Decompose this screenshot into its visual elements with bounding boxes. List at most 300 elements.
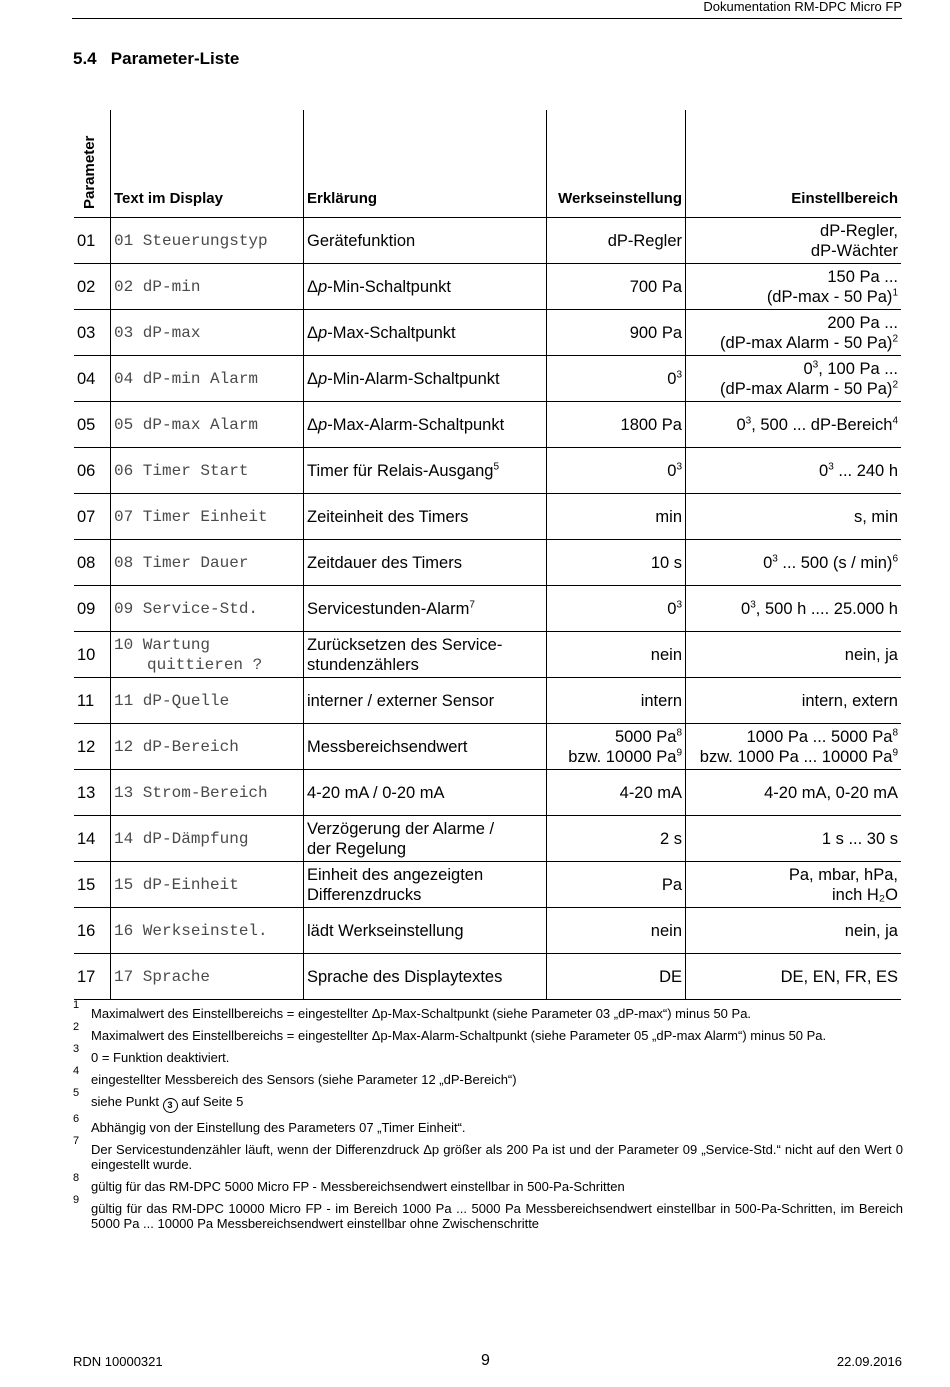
parameter-number: 10 xyxy=(74,632,111,678)
setting-range-line xyxy=(689,885,898,905)
explanation-text: Zeitdauer des Timers xyxy=(307,553,462,572)
footnote-ref: 6 xyxy=(892,553,898,564)
footnote-text xyxy=(91,1094,903,1113)
display-text-line: 04 dP-min Alarm xyxy=(114,369,259,388)
display-text xyxy=(111,862,304,908)
factory-setting-line xyxy=(550,277,682,297)
explanation xyxy=(304,632,547,678)
display-text-line: 17 Sprache xyxy=(114,967,211,986)
explanation-line xyxy=(307,635,543,655)
footnotes xyxy=(73,999,903,1238)
footnote xyxy=(73,1113,903,1135)
footnote-number: 9 xyxy=(73,1194,80,1206)
footnote xyxy=(73,1135,903,1172)
delta-p-symbol: Δp xyxy=(307,415,328,434)
footnote-ref: 2 xyxy=(892,333,898,344)
factory-setting xyxy=(547,218,686,264)
document-number: RDN 10000321 xyxy=(73,1354,163,1369)
display-text-line: 15 dP-Einheit xyxy=(114,875,239,894)
explanation-line: stundenzählers xyxy=(307,655,419,674)
factory-setting-line xyxy=(550,691,682,711)
column-header-setting-range: Einstellbereich xyxy=(686,110,902,218)
explanation-text: Servicestunden-Alarm xyxy=(307,599,470,618)
column-header-factory-setting: Werkseinstellung xyxy=(547,110,686,218)
explanation xyxy=(304,540,547,586)
setting-range-line xyxy=(689,921,898,941)
display-text-line: 07 Timer Einheit xyxy=(114,507,268,526)
setting-range xyxy=(686,218,902,264)
setting-range-value: 0 xyxy=(763,553,773,572)
display-text xyxy=(111,448,304,494)
factory-setting xyxy=(547,862,686,908)
setting-range-line xyxy=(689,783,898,803)
table-row xyxy=(74,402,901,448)
section-title: 5.4 Parameter-Liste xyxy=(73,49,240,68)
display-text-line: 10 Wartung xyxy=(114,635,211,654)
footnote-ref: 1 xyxy=(892,287,898,298)
setting-range-value: 1000 Pa ... 5000 Pa xyxy=(746,727,893,746)
display-text-line: 06 Timer Start xyxy=(114,461,249,480)
setting-range-line xyxy=(689,221,898,241)
table-row xyxy=(74,586,901,632)
setting-range-line xyxy=(689,359,898,379)
factory-setting-value: 0 xyxy=(667,369,677,388)
factory-setting-line xyxy=(550,231,682,251)
explanation-text: Messbereichsendwert xyxy=(307,737,468,756)
parameter-number: 17 xyxy=(74,954,111,1000)
setting-range-line xyxy=(689,379,898,399)
factory-setting xyxy=(547,724,686,770)
setting-range-value: , 500 ... dP-Bereich xyxy=(751,415,893,434)
display-text-line: 05 dP-max Alarm xyxy=(114,415,259,434)
factory-setting xyxy=(547,678,686,724)
explanation-text: Einheit des angezeigten xyxy=(307,865,484,884)
explanation-line: Differenzdrucks xyxy=(307,885,422,904)
explanation-text: -Min-Alarm-Schaltpunkt xyxy=(327,369,500,388)
footnote-number: 8 xyxy=(73,1172,80,1184)
parameter-number: 09 xyxy=(74,586,111,632)
display-text xyxy=(111,632,304,678)
setting-range-value: 4-20 mA, 0-20 mA xyxy=(764,783,898,802)
explanation-text: -Max-Alarm-Schaltpunkt xyxy=(327,415,505,434)
factory-setting xyxy=(547,540,686,586)
setting-range-value: dP-Regler, xyxy=(820,221,898,240)
setting-range-value: 0 xyxy=(803,359,813,378)
table-row xyxy=(74,632,901,678)
factory-setting-line xyxy=(550,323,682,343)
explanation xyxy=(304,402,547,448)
display-text-line: 09 Service-Std. xyxy=(114,599,259,618)
explanation-text: -Min-Schaltpunkt xyxy=(327,277,452,296)
setting-range xyxy=(686,402,902,448)
footnote-ref: 8 xyxy=(892,727,898,738)
setting-range-value: s, min xyxy=(853,507,898,526)
footnote-text: Maximalwert des Einstellbereichs = eingestellter Δp-Max-Schaltpunkt (siehe Parameter 03 „dP-max“) minus 50 Pa. xyxy=(91,1006,752,1021)
explanation xyxy=(304,816,547,862)
setting-range-value: nein, ja xyxy=(844,645,898,664)
setting-range-value: 1 s ... 30 s xyxy=(821,829,898,848)
factory-setting-value: bzw. 10000 Pa xyxy=(568,747,677,766)
display-text-line: 02 dP-min xyxy=(114,277,201,296)
footnote-number: 2 xyxy=(73,1021,80,1033)
footnote-text-part: auf Seite 5 xyxy=(181,1094,244,1109)
setting-range xyxy=(686,310,902,356)
setting-range-line xyxy=(689,267,898,287)
parameter-number: 01 xyxy=(74,218,111,264)
circled-number-icon: 3 xyxy=(163,1098,178,1113)
explanation-text: Sprache des Displaytextes xyxy=(307,967,503,986)
explanation-line xyxy=(307,415,543,435)
factory-setting xyxy=(547,908,686,954)
footnote-ref: 3 xyxy=(812,359,819,370)
setting-range-line xyxy=(689,865,898,885)
explanation-line xyxy=(307,369,543,389)
explanation-line xyxy=(307,461,543,481)
explanation-text: Gerätefunktion xyxy=(307,231,416,250)
table-row xyxy=(74,862,901,908)
explanation xyxy=(304,678,547,724)
setting-range-value: nein, ja xyxy=(844,921,898,940)
factory-setting xyxy=(547,310,686,356)
factory-setting-value: Pa xyxy=(661,875,682,894)
explanation xyxy=(304,264,547,310)
footnote-ref: 4 xyxy=(892,415,898,426)
delta-p-symbol: Δp xyxy=(307,323,328,342)
footnote xyxy=(73,1087,903,1113)
explanation-text: Timer für Relais-Ausgang xyxy=(307,461,494,480)
display-text xyxy=(111,218,304,264)
footnote-ref: 3 xyxy=(828,461,834,472)
setting-range-value: , 500 h .... 25.000 h xyxy=(755,599,898,618)
explanation-text: Verzögerung der Alarme / xyxy=(307,819,495,838)
factory-setting xyxy=(547,402,686,448)
factory-setting-value: 0 xyxy=(667,599,677,618)
footnote-ref: 3 xyxy=(676,461,682,472)
explanation xyxy=(304,724,547,770)
factory-setting xyxy=(547,494,686,540)
display-text xyxy=(111,494,304,540)
explanation-line xyxy=(307,921,543,941)
footnote-ref: 9 xyxy=(676,747,682,758)
parameter-number: 02 xyxy=(74,264,111,310)
parameter-number: 11 xyxy=(74,678,111,724)
footnote-text: 0 = Funktion deaktiviert. xyxy=(91,1050,230,1065)
footnote-text: gültig für das RM-DPC 10000 Micro FP - im Bereich 1000 Pa ... 5000 Pa Messbereichsendwert einstellbar in 500-Pa-Schritten, im Bereich 5000 Pa ... 10000 Pa Messbereichsendwert einstellbar ohne Zwischenschritte xyxy=(91,1201,903,1231)
parameter-number: 15 xyxy=(74,862,111,908)
footnote-text: gültig für das RM-DPC 5000 Micro FP - Messbereichsendwert einstellbar in 500-Pa-Schritten xyxy=(91,1179,625,1194)
factory-setting-line xyxy=(550,599,682,619)
factory-setting xyxy=(547,770,686,816)
display-text-line: 11 dP-Quelle xyxy=(114,691,230,710)
explanation-line xyxy=(307,967,543,987)
display-text xyxy=(111,770,304,816)
parameter-number: 13 xyxy=(74,770,111,816)
explanation xyxy=(304,770,547,816)
footnote-ref: 3 xyxy=(772,553,778,564)
table-row xyxy=(74,264,901,310)
setting-range-value: (dP-max Alarm - 50 Pa) xyxy=(720,379,893,398)
explanation xyxy=(304,954,547,1000)
factory-setting-line xyxy=(550,369,682,389)
table-row xyxy=(74,816,901,862)
footnote-ref: 2 xyxy=(892,379,898,390)
explanation xyxy=(304,310,547,356)
display-text xyxy=(111,724,304,770)
setting-range-value: ... 240 h xyxy=(833,461,898,480)
factory-setting-value: 4-20 mA xyxy=(619,783,682,802)
explanation-text: Zeiteinheit des Timers xyxy=(307,507,469,526)
table-row xyxy=(74,494,901,540)
explanation xyxy=(304,862,547,908)
footnote xyxy=(73,1021,903,1043)
parameter-number: 06 xyxy=(74,448,111,494)
footnote-number: 5 xyxy=(73,1087,80,1099)
setting-range-value: (dP-max - 50 Pa) xyxy=(766,287,893,306)
explanation-line xyxy=(307,323,543,343)
factory-setting-value: 1800 Pa xyxy=(620,415,682,434)
footnote-ref: 8 xyxy=(676,727,682,738)
explanation-line: der Regelung xyxy=(307,839,407,858)
setting-range-value: 0 xyxy=(819,461,829,480)
factory-setting-value: min xyxy=(655,507,682,526)
footnote-number: 7 xyxy=(73,1135,80,1147)
setting-range-line xyxy=(689,967,898,987)
display-text-line: 14 dP-Dämpfung xyxy=(114,829,249,848)
factory-setting-line xyxy=(550,415,682,435)
setting-range-value: 150 Pa ... xyxy=(827,267,898,286)
setting-range-line xyxy=(689,553,898,573)
display-text-line: 12 dP-Bereich xyxy=(114,737,239,756)
display-text xyxy=(111,908,304,954)
explanation-line xyxy=(307,277,543,297)
setting-range-value: dP-Wächter xyxy=(810,241,898,260)
factory-setting xyxy=(547,356,686,402)
display-text xyxy=(111,816,304,862)
setting-range-value: ... 500 (s / min) xyxy=(777,553,893,572)
factory-setting-value: 2 s xyxy=(659,829,682,848)
display-text xyxy=(111,264,304,310)
setting-range xyxy=(686,494,902,540)
setting-range-line xyxy=(689,313,898,333)
factory-setting-value: 10 s xyxy=(650,553,682,572)
setting-range xyxy=(686,540,902,586)
display-text xyxy=(111,310,304,356)
factory-setting-line xyxy=(550,967,682,987)
column-header-parameter: Parameter xyxy=(74,110,111,218)
setting-range xyxy=(686,264,902,310)
factory-setting-line xyxy=(550,829,682,849)
table-row xyxy=(74,954,901,1000)
setting-range-value: (dP-max Alarm - 50 Pa) xyxy=(720,333,893,352)
explanation xyxy=(304,448,547,494)
delta-p-symbol: Δp xyxy=(307,277,328,296)
table-row xyxy=(74,356,901,402)
parameter-number: 08 xyxy=(74,540,111,586)
factory-setting-line xyxy=(550,727,682,747)
parameter-number: 12 xyxy=(74,724,111,770)
setting-range-value: 200 Pa ... xyxy=(827,313,898,332)
setting-range-value: intern, extern xyxy=(801,691,898,710)
explanation-text: interner / externer Sensor xyxy=(307,691,495,710)
explanation xyxy=(304,218,547,264)
factory-setting-value: DE xyxy=(659,967,682,986)
factory-setting-line xyxy=(550,645,682,665)
factory-setting xyxy=(547,264,686,310)
display-text-line: quittieren ? xyxy=(147,655,263,674)
setting-range-value: DE, EN, FR, ES xyxy=(780,967,898,986)
factory-setting-value: intern xyxy=(640,691,682,710)
parameter-number: 05 xyxy=(74,402,111,448)
explanation-line xyxy=(307,783,543,803)
footnote-ref: 3 xyxy=(745,415,752,426)
setting-range-value: 0 xyxy=(736,415,746,434)
setting-range-line xyxy=(689,461,898,481)
setting-range-line xyxy=(689,829,898,849)
display-text-line: 01 Steuerungstyp xyxy=(114,231,268,250)
factory-setting-line xyxy=(550,553,682,573)
table-row xyxy=(74,310,901,356)
setting-range-line xyxy=(689,333,898,353)
factory-setting xyxy=(547,632,686,678)
column-header-display-text: Text im Display xyxy=(111,110,304,218)
display-text xyxy=(111,586,304,632)
setting-range-line xyxy=(689,415,898,435)
setting-range-line xyxy=(689,241,898,261)
factory-setting-line xyxy=(550,747,682,767)
setting-range xyxy=(686,448,902,494)
setting-range-line xyxy=(689,599,898,619)
explanation xyxy=(304,586,547,632)
explanation-line xyxy=(307,737,543,757)
display-text-line: 13 Strom-Bereich xyxy=(114,783,268,802)
explanation-line xyxy=(307,865,543,885)
setting-range-line xyxy=(689,727,898,747)
table-row xyxy=(74,908,901,954)
footnote-number: 6 xyxy=(73,1113,80,1125)
display-text xyxy=(111,954,304,1000)
factory-setting-value: 0 xyxy=(667,461,677,480)
explanation-line xyxy=(307,553,543,573)
setting-range-value: Pa, mbar, hPa, xyxy=(788,865,898,884)
explanation xyxy=(304,494,547,540)
explanation-text: -Max-Schaltpunkt xyxy=(327,323,456,342)
setting-range xyxy=(686,862,902,908)
display-text-line: 03 dP-max xyxy=(114,323,201,342)
explanation-line xyxy=(307,819,543,839)
factory-setting xyxy=(547,954,686,1000)
explanation-line xyxy=(307,231,543,251)
display-text xyxy=(111,678,304,724)
document-date: 22.09.2016 xyxy=(836,1354,902,1369)
explanation-line xyxy=(307,691,543,711)
setting-range-line xyxy=(689,507,898,527)
explanation-text: lädt Werkseinstellung xyxy=(307,921,464,940)
factory-setting-value: 900 Pa xyxy=(629,323,682,342)
display-text xyxy=(111,402,304,448)
header-rule xyxy=(72,18,902,19)
footnote-ref: 3 xyxy=(676,599,682,610)
explanation-text: 4-20 mA / 0-20 mA xyxy=(307,783,445,802)
setting-range-line xyxy=(689,287,898,307)
explanation xyxy=(304,356,547,402)
setting-range xyxy=(686,586,902,632)
table-row xyxy=(74,678,901,724)
setting-range-value: inch H₂O xyxy=(831,885,898,904)
factory-setting xyxy=(547,448,686,494)
table-row xyxy=(74,540,901,586)
parameter-number: 14 xyxy=(74,816,111,862)
explanation xyxy=(304,908,547,954)
explanation-text: Zurücksetzen des Service- xyxy=(307,635,503,654)
footnote-text: eingestellter Messbereich des Sensors (siehe Parameter 12 „dP-Bereich“) xyxy=(91,1072,517,1087)
setting-range xyxy=(686,678,902,724)
footnote-text: Maximalwert des Einstellbereichs = eingestellter Δp-Max-Alarm-Schaltpunkt (siehe Parameter 05 „dP-max Alarm“) minus 50 Pa. xyxy=(91,1028,827,1043)
setting-range-value: 0 xyxy=(741,599,751,618)
parameter-number: 07 xyxy=(74,494,111,540)
column-header-explanation: Erklärung xyxy=(304,110,547,218)
factory-setting-line xyxy=(550,507,682,527)
setting-range-value: bzw. 1000 Pa ... 10000 Pa xyxy=(699,747,893,766)
setting-range-line xyxy=(689,747,898,767)
display-text-line: 16 Werkseinstel. xyxy=(114,921,268,940)
factory-setting-line xyxy=(550,875,682,895)
factory-setting-line xyxy=(550,921,682,941)
footnote-ref: 7 xyxy=(469,599,475,610)
document-title: Dokumentation RM-DPC Micro FP xyxy=(703,0,902,14)
factory-setting-value: 700 Pa xyxy=(629,277,682,296)
footnote-number: 4 xyxy=(73,1065,80,1077)
setting-range xyxy=(686,816,902,862)
table-header-row xyxy=(74,110,901,218)
factory-setting-line xyxy=(550,783,682,803)
factory-setting-value: dP-Regler xyxy=(607,231,682,250)
setting-range xyxy=(686,724,902,770)
table-row xyxy=(74,724,901,770)
setting-range xyxy=(686,356,902,402)
setting-range-value: , 100 Pa ... xyxy=(818,359,898,378)
explanation-line xyxy=(307,599,543,619)
footnote-number: 1 xyxy=(73,999,80,1011)
factory-setting-value: nein xyxy=(650,921,682,940)
footnote-ref: 3 xyxy=(676,369,682,380)
footnote-ref: 9 xyxy=(892,747,898,758)
footnote-ref: 5 xyxy=(493,461,500,472)
footnote-text: Der Servicestundenzähler läuft, wenn der Differenzdruck Δp größer als 200 Pa ist und der Parameter 09 „Service-Std.“ nicht auf den Wert 0 eingestellt wurde. xyxy=(91,1142,903,1172)
footnote-ref: 3 xyxy=(750,599,756,610)
table-row xyxy=(74,218,901,264)
display-text-line: 08 Timer Dauer xyxy=(114,553,249,572)
footnote xyxy=(73,1194,903,1231)
setting-range xyxy=(686,954,902,1000)
footnote xyxy=(73,1043,903,1065)
table-row xyxy=(74,448,901,494)
factory-setting xyxy=(547,586,686,632)
footnote xyxy=(73,1172,903,1194)
factory-setting-value: nein xyxy=(650,645,682,664)
footnote-text: Abhängig von der Einstellung des Parameters 07 „Timer Einheit“. xyxy=(91,1120,466,1135)
parameter-number: 03 xyxy=(74,310,111,356)
footnote-number: 3 xyxy=(73,1043,80,1055)
footnote xyxy=(73,999,903,1021)
factory-setting xyxy=(547,816,686,862)
setting-range xyxy=(686,908,902,954)
setting-range-line xyxy=(689,691,898,711)
display-text xyxy=(111,540,304,586)
footnote xyxy=(73,1065,903,1087)
factory-setting-line xyxy=(550,461,682,481)
setting-range xyxy=(686,770,902,816)
parameter-number: 16 xyxy=(74,908,111,954)
